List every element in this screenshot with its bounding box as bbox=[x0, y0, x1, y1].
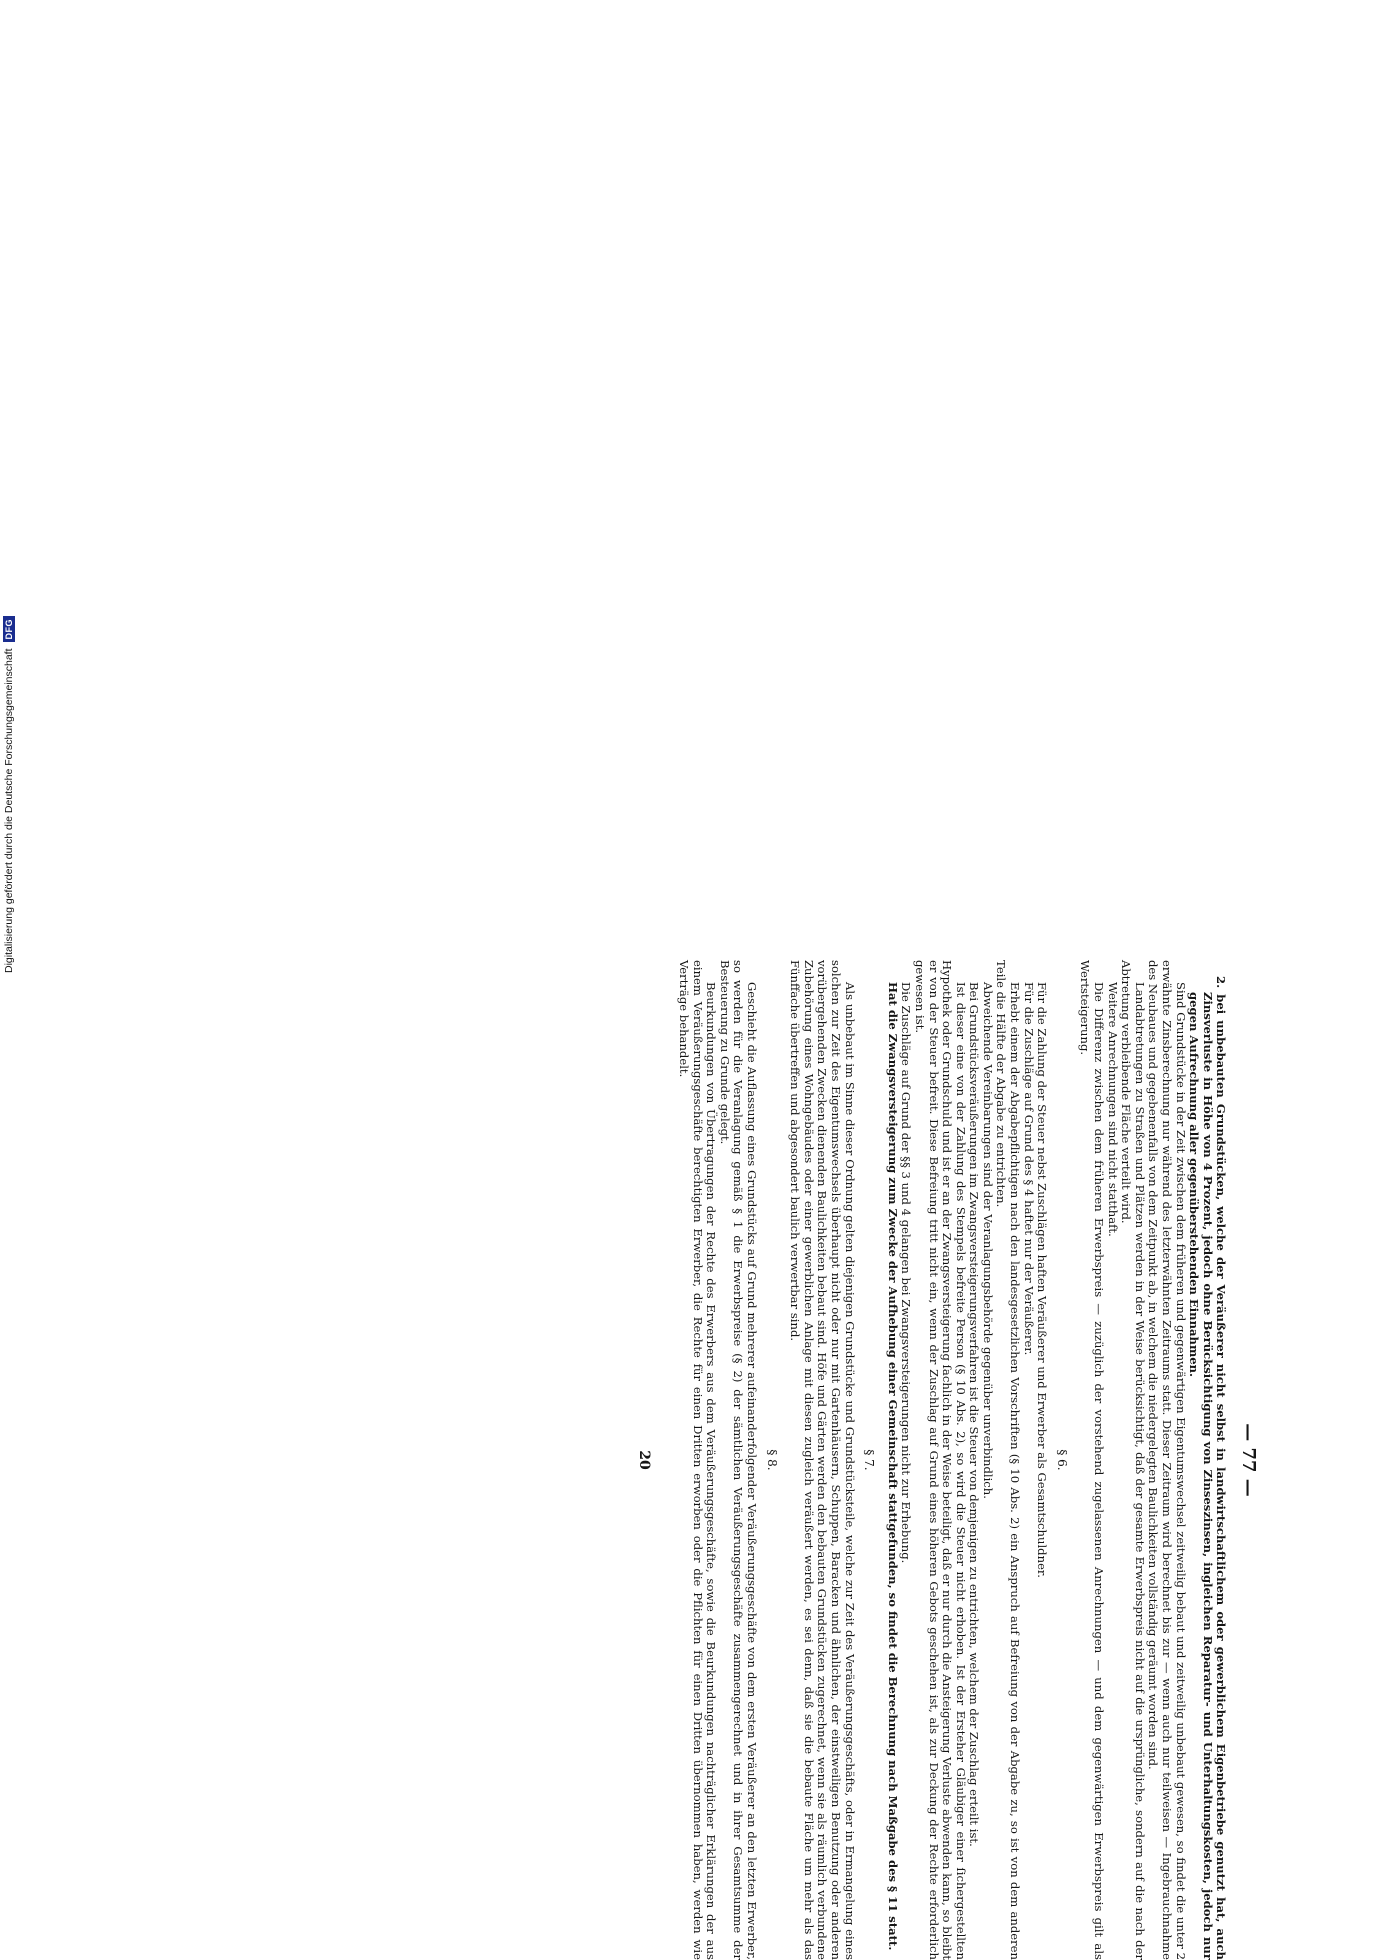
paragraph: Erhebt einem der Abgabepflichtigen nach den landesgesetzlichen Vorschriften (§ 10 Abs. 2) ein Anspruch auf Befreiung von der Abgabe zu, so ist von dem anderen Teile die Hälfte der Abgabe zu entrichten. bbox=[994, 960, 1023, 1960]
paragraph: Die Zuschläge auf Grund der §§ 3 und 4 gelangen bei Zwangsversteigerungen nicht zur Erhebung. bbox=[899, 982, 914, 1564]
paragraph: Hat die Zwangsversteigerung zum Zwecke der Aufhebung einer Gemeinschaft stattgefunden, so findet die Berechnung nach Maßgabe des § 11 statt. bbox=[885, 982, 900, 1951]
section-title-6: § 6. bbox=[1054, 1449, 1069, 1471]
dfg-credit-text: Digitalisierung gefördert durch die Deutsche Forschungsgemeinschaft bbox=[3, 648, 15, 973]
document-page bbox=[35, 960, 1259, 1960]
dfg-logo-icon: DFG bbox=[3, 616, 15, 643]
paragraph: Sind Grundstücke in der Zeit zwischen dem früheren und gegenwärtigen Eigentumswechsel zeitweilig bebaut und zeitweilig unbebaut gewesen, so findet die unter 2 erwähnte Zinsberechnung nur während des letzterwähnten Zeitraums statt. Dieser Zeitraum wird berechnet bis zur — wenn auch nur teilweisen — Ingebrauchnahme des Neubaues und gegebenenfalls von dem Zeitpunkt ab, in welchem die niedergelegten Baulichkeiten vollständig geräumt worden sind. bbox=[1146, 960, 1188, 1960]
paragraph: Geschieht die Auflassung eines Grundstücks auf Grund mehrerer aufeinanderfolgender Veräußerungsgeschäfte von dem ersten Veräußerer an den letzten Erwerber, so werden für die Veranlagung gemäß § 1 die Erwerbspreise (§ 2) der sämtlichen Veräußerungsgeschäfte zusammengerechnet und in ihrer Gesamtsumme der Besteuerung zu Grunde gelegt. bbox=[717, 960, 759, 1960]
paragraph: Ist dieser eine von der Zahlung des Stempels befreite Person (§ 10 Abs. 2), so wird die Steuer nicht erhoben. Ist der Ersteher Gläubiger einer ſichergestellten Hypothek oder Grundschuld und ist er an der Zwangsversteigerung ſachlich in der Weise beteiligt, daß er nur durch die Ansteigerung Verluste abwenden kann, so bleibt er von der Steuer befreit. Diese Befreiung tritt nicht ein, wenn der Zuschlag auf Grund eines höheren Gebots geschehen ist, als zur Deckung der Rechte erforderlich gewesen ist. bbox=[912, 960, 968, 1960]
page-number: 20 bbox=[636, 1450, 653, 1470]
paragraph: Für die Zuschläge auf Grund des § 4 haftet nur der Veräußerer. bbox=[1021, 982, 1036, 1356]
paragraph: Weitere Anrechnungen sind nicht statthaft. bbox=[1105, 982, 1120, 1237]
section-title-8: § 8. bbox=[764, 1449, 779, 1471]
paragraph: Landabtretungen zu Straßen und Plätzen werden in der Weise berücksichtigt, daß der gesamte Erwerbspreis nicht auf die ursprüngliche, sondern auf die nach der Abtretung verbleibende Fläche verteilt wird. bbox=[1119, 960, 1147, 1960]
dfg-credit bbox=[1, 3, 17, 973]
sidebar bbox=[0, 0, 18, 1000]
paragraph: Beurkundungen von Übertragungen der Rechte des Erwerbers aus dem Veräußerungsgeschäfte, sowie die Beurkundungen nachträglicher Erklärungen der aus einem Veräußerungsgeschäfte berechtigten Erwerber, die Rechte für einen Dritten erworben oder die Pflichten für einen Dritten übernommen haben, werden wie Verträge behandelt. bbox=[677, 960, 719, 1960]
paragraph: Abweichende Vereinbarungen sind der Veranlagungsbehörde gegenüber unverbindlich. bbox=[980, 982, 995, 1499]
section-title-7: § 7. bbox=[862, 1449, 877, 1471]
paragraph: Als unbebaut im Sinne dieser Ordnung gelten diejenigen Grundstücke und Grundstücksteile, welche zur Zeit des Veräußerungsgeschäfts, oder in Ermangelung eines solchen zur Zeit des Eigentumswechsels überhaupt nicht oder nur mit Gartenhäusern, Schuppen, Baracken und ähnlichen, der einstweiligen Benutzung oder anderen vorübergehenden Zwecken dienenden Baulichkeiten bebaut sind. Höfe und Gärten werden den bebauten Grundstücken zugerechnet, wenn sie als räumlich verbundene Zubehörung eines Wohngebäudes oder einer gewerblichen Anlage mit diesen zugleich veräußert werden, es sei denn, daß sie die bebaute Fläche um mehr als das Fünffache übertreffen und abgesondert baulich verwertbar sind. bbox=[788, 960, 857, 1960]
item-2: 2. bei unbebauten Grundstücken, welche der Veräußerer nicht selbst in landwirtschaftlichem oder gewerblichem Eigenbetriebe genutzt hat, auch Zinsverluste in Höhe von 4 Prozent, jedoch ohne Berücksichtigung von Zinseszinsen, ingleichen Reparatur- und Unterhaltungskosten, jedoch nur gegen Aufrechnung aller gegenüberstehenden Einnahmen. bbox=[1187, 976, 1229, 1960]
paragraph: Bei Grundstücksveräußerungen im Zwangsversteigerungsverfahren ist die Steuer von demjenigen zu entrichten, welchem der Zuschlag erteilt ist. bbox=[967, 982, 982, 1847]
paragraph: Die Differenz zwischen dem früheren Erwerbspreis — zuzüglich der vorstehend zugelassenen Anrechnungen — und dem gegenwärtigen Erwerbspreis gilt als Wertsteigerung. bbox=[1078, 960, 1107, 1960]
page-header: — 77 — bbox=[1238, 1423, 1259, 1497]
paragraph: Für die Zahlung der Steuer nebst Zuschlägen haften Veräußerer und Erwerber als Gesamtschuldner. bbox=[1035, 982, 1050, 1578]
